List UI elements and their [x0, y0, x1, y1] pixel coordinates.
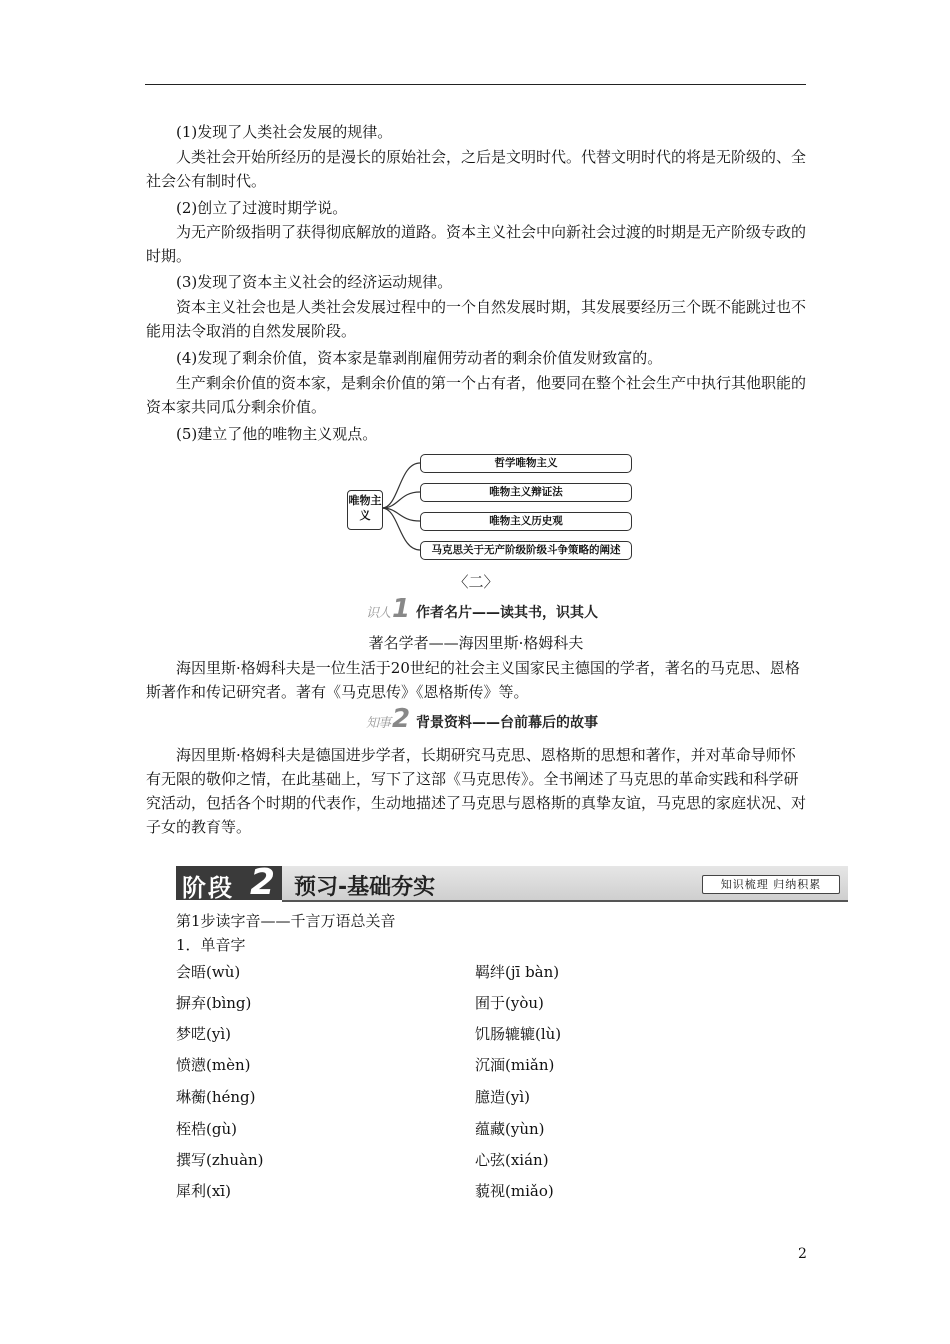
page-number: 2	[798, 1246, 807, 1262]
stage-tag: 知识梳理 归纳积累	[702, 875, 840, 894]
sub-heading: 1．单音字	[176, 936, 246, 954]
part-label: 〈二〉	[453, 573, 499, 591]
author-intro: 海因里斯·格姆科夫是一位生活于20世纪的社会主义国家民主德国的学者，著名的马克思、恩格斯著作和传记研究者。著有《马克思传》《恩格斯传》等。	[146, 659, 800, 701]
vocab-item: 羁绊(jī bàn)	[475, 963, 560, 981]
section-badge: 识人	[366, 606, 391, 621]
mindmap-branch: 哲学唯物主义	[420, 454, 632, 473]
mindmap-branch: 马克思关于无产阶级阶级斗争策略的阐述	[420, 541, 632, 560]
stage-title: 预习-基础夯实	[294, 875, 436, 900]
vocab-item: 摒弃(bìng)	[176, 994, 252, 1012]
vocab-item: 犀利(xī)	[176, 1182, 231, 1200]
header-rule	[145, 84, 806, 85]
point-1: (1)发现了人类社会发展的规律。	[176, 123, 393, 141]
vocab-item: 沉湎(miǎn)	[475, 1056, 555, 1074]
vocab-item: 愤懑(mèn)	[176, 1056, 251, 1074]
section-number: 2	[392, 704, 411, 734]
point-2-text: 为无产阶级指明了获得彻底解放的道路。资本主义社会中向新社会过渡的时期是无产阶级专政的时期。	[146, 223, 807, 265]
step-heading: 第1步读字音——千言万语总关音	[176, 912, 396, 930]
vocab-item: 琳蘅(héng)	[176, 1088, 256, 1106]
vocab-item: 臆造(yì)	[475, 1088, 530, 1106]
point-4-text: 生产剩余价值的资本家，是剩余价值的第一个占有者，他要同在整个社会生产中执行其他职能的资本家共同瓜分剩余价值。	[146, 374, 807, 416]
mindmap-root: 唯物主义	[347, 490, 383, 530]
stage-number: 2	[250, 862, 276, 903]
point-1-text: 人类社会开始所经历的是漫长的原始社会，之后是文明时代。代替文明时代的将是无阶级的、全社会公有制时代。	[146, 148, 807, 190]
point-5: (5)建立了他的唯物主义观点。	[176, 425, 378, 443]
section-author-card	[366, 594, 666, 624]
background-text: 海因里斯·格姆科夫是德国进步学者，长期研究马克思、恩格斯的思想和著作，并对革命导师怀有无限的敬仰之情，在此基础上，写下了这部《马克思传》。全书阐述了马克思的革命实践和科学研究活动，包括各个时期的代表作，生动地描述了马克思与恩格斯的真挚友谊，马克思的家庭状况、对子女的教育等。	[146, 746, 807, 836]
mindmap-branch: 唯物主义辩证法	[420, 483, 632, 502]
author-heading: 著名学者——海因里斯·格姆科夫	[368, 634, 584, 652]
section-title: 背景资料——台前幕后的故事	[416, 715, 598, 731]
vocab-item: 桎梏(gù)	[176, 1120, 237, 1138]
vocab-item: 饥肠辘辘(lù)	[475, 1025, 562, 1043]
section-title: 作者名片——读其书，识其人	[416, 605, 598, 621]
section-background	[366, 704, 686, 734]
vocab-item: 心弦(xián)	[475, 1151, 549, 1169]
section-badge: 知事	[366, 716, 391, 731]
section-number: 1	[392, 594, 411, 624]
vocab-item: 囿于(yòu)	[475, 994, 544, 1012]
stage-label: 阶段	[182, 874, 234, 902]
stage-title-block	[282, 866, 848, 902]
materialism-mindmap	[344, 448, 644, 570]
point-4: (4)发现了剩余价值，资本家是靠剥削雇佣劳动者的剩余价值发财致富的。	[176, 349, 663, 367]
point-3-text: 资本主义社会也是人类社会发展过程中的一个自然发展时期，其发展要经历三个既不能跳过也不能用法令取消的自然发展阶段。	[146, 298, 807, 340]
vocab-item: 藐视(miǎo)	[475, 1182, 554, 1200]
stage-banner	[176, 862, 848, 903]
vocab-item: 撰写(zhuàn)	[176, 1151, 264, 1169]
vocab-item: 蕴藏(yùn)	[475, 1120, 545, 1138]
mindmap-branch: 唯物主义历史观	[420, 512, 632, 531]
point-2: (2)创立了过渡时期学说。	[176, 199, 348, 217]
vocab-item: 梦呓(yì)	[176, 1025, 231, 1043]
vocab-item: 会晤(wù)	[176, 963, 241, 981]
point-3: (3)发现了资本主义社会的经济运动规律。	[176, 273, 453, 291]
stage-label-block	[176, 862, 282, 903]
